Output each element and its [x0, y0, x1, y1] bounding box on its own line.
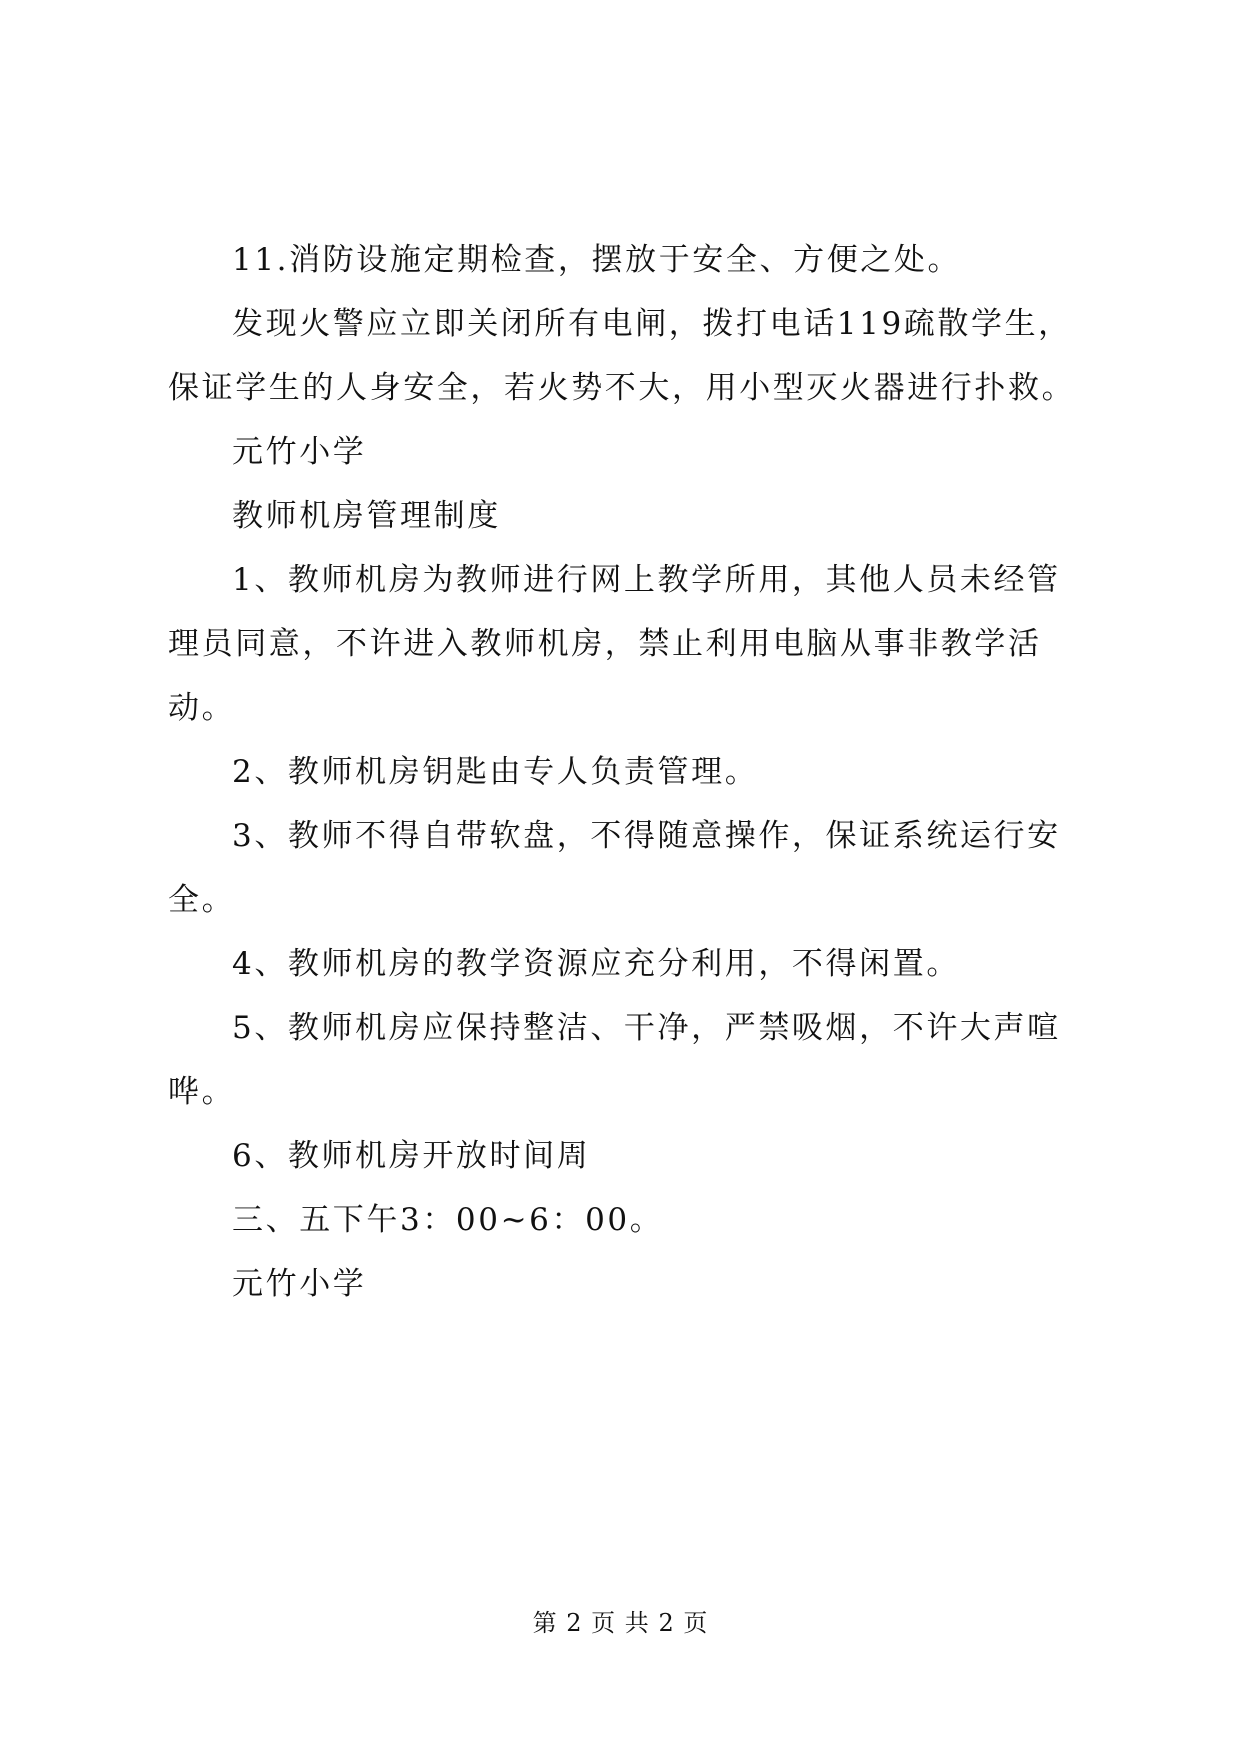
- paragraph-school-signature-2: 元竹小学: [232, 1266, 367, 1302]
- paragraph-rule-3: 3、教师不得自带软盘，不得随意操作，保证系统运行安全。: [168, 818, 1061, 918]
- paragraph-rule-1: 1、教师机房为教师进行网上教学所用，其他人员未经管理员同意，不许进入教师机房，禁止利用电脑从事非教学活动。: [168, 562, 1061, 726]
- paragraph-school-signature: 元竹小学: [232, 434, 367, 470]
- paragraph-section-title: 教师机房管理制度: [232, 498, 501, 534]
- paragraph-fire-equipment: 11.消防设施定期检查，摆放于安全、方便之处。: [232, 242, 962, 278]
- paragraph-rule-6: 6、教师机房开放时间周: [232, 1138, 591, 1174]
- paragraph-rule-2: 2、教师机房钥匙由专人负责管理。: [232, 754, 759, 790]
- page-number-footer: 第 2 页 共 2 页: [532, 1609, 709, 1637]
- paragraph-fire-alarm: 发现火警应立即关闭所有电闸，拨打电话119疏散学生，保证学生的人身安全，若火势不大，用小型灭火器进行扑救。: [168, 306, 1076, 406]
- paragraph-opening-hours: 三、五下午3：00~6：00。: [232, 1202, 664, 1238]
- paragraph-rule-5: 5、教师机房应保持整洁、干净，严禁吸烟，不许大声喧哗。: [168, 1010, 1061, 1110]
- document-body: [168, 228, 1088, 1316]
- paragraph-rule-4: 4、教师机房的教学资源应充分利用，不得闲置。: [232, 946, 960, 982]
